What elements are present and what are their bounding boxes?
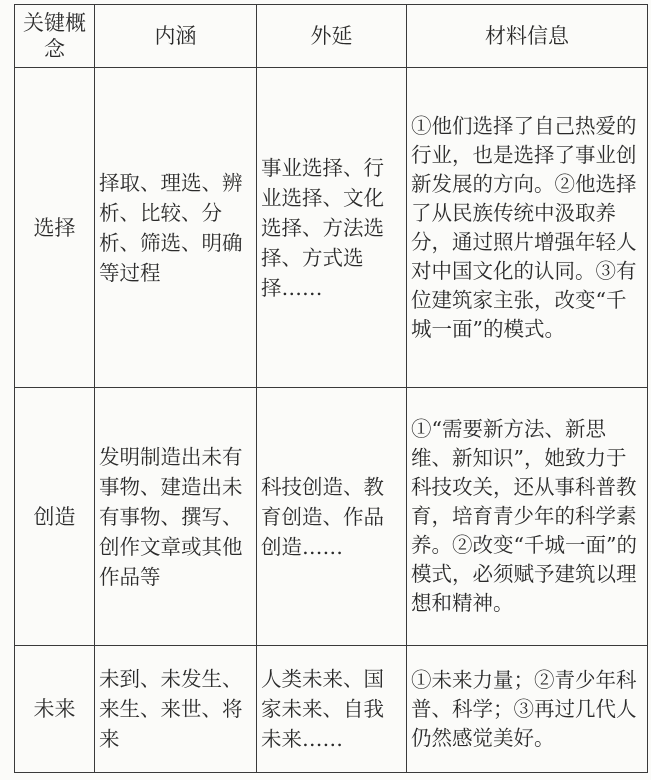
header-material: 材料信息 <box>407 5 648 68</box>
table-row <box>15 388 648 646</box>
header-denotation: 外延 <box>257 5 407 68</box>
table-row <box>15 646 648 773</box>
concept-cell: 创造 <box>15 388 95 646</box>
header-connotation: 内涵 <box>95 5 257 68</box>
table-row <box>15 68 648 388</box>
table-header-row <box>15 5 648 68</box>
connotation-cell: 择取、理选、辨析、比较、分析、筛选、明确等过程 <box>95 68 257 388</box>
connotation-cell: 发明制造出未有事物、建造出未有事物、撰写、创作文章或其他作品等 <box>95 388 257 646</box>
connotation-cell: 未到、未发生、来生、来世、将来 <box>95 646 257 773</box>
material-cell: ①他们选择了自己热爱的行业，也是选择了事业创新发展的方向。②他选择了从民族传统中汲取养分，通过照片增强年轻人对中国文化的认同。③有位建筑家主张，改变“千城一面”的模式。 <box>407 68 648 388</box>
concept-table <box>14 4 648 773</box>
concept-cell: 未来 <box>15 646 95 773</box>
material-cell: ①未来力量；②青少年科普、科学；③再过几代人仍然感觉美好。 <box>407 646 648 773</box>
concept-cell: 选择 <box>15 68 95 388</box>
header-concept: 关键概念 <box>15 5 95 68</box>
material-cell: ①“需要新方法、新思维、新知识”，她致力于科技攻关，还从事科普教育，培育青少年的科学素养。②改变“千城一面”的模式，必须赋予建筑以理想和精神。 <box>407 388 648 646</box>
denotation-cell: 事业选择、行业选择、文化选择、方法选择、方式选择…… <box>257 68 407 388</box>
denotation-cell: 人类未来、国家未来、自我未来…… <box>257 646 407 773</box>
denotation-cell: 科技创造、教育创造、作品创造…… <box>257 388 407 646</box>
